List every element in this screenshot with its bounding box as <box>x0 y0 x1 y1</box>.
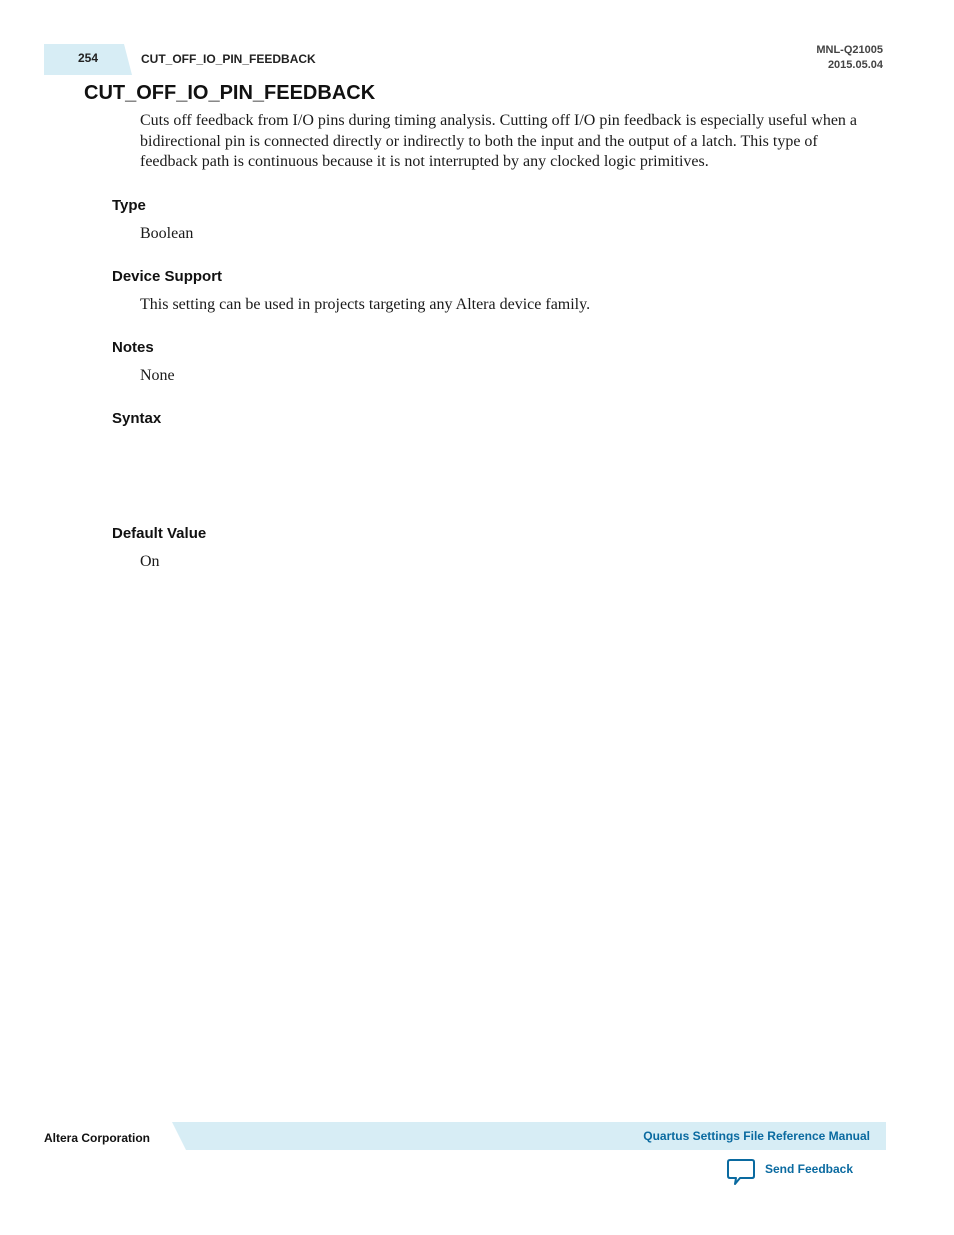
page-number: 254 <box>77 51 99 65</box>
send-feedback-label: Send Feedback <box>765 1162 854 1176</box>
section-body-notes: None <box>140 367 175 384</box>
section-body-type: Boolean <box>140 225 194 242</box>
section-heading-default-value: Default Value <box>112 525 207 542</box>
page-title: CUT_OFF_IO_PIN_FEEDBACK <box>84 82 376 104</box>
document-date: 2015.05.04 <box>827 59 883 71</box>
section-heading-syntax: Syntax <box>112 410 162 427</box>
speech-bubble-icon <box>726 1158 756 1186</box>
footer-manual-link[interactable]: Quartus Settings File Reference Manual <box>643 1129 870 1143</box>
section-heading-device-support: Device Support <box>112 268 223 285</box>
send-feedback-button[interactable] <box>726 1158 853 1186</box>
section-heading-notes: Notes <box>112 339 154 356</box>
section-body-device-support: This setting can be used in projects targeting any Altera device family. <box>140 296 591 313</box>
section-body-default-value: On <box>140 553 160 570</box>
description-paragraph: Cuts off feedback from I/O pins during timing analysis. Cutting off I/O pin feedback is especially useful when a bidirectional pin is connected directly or indirectly to both the input and the output of a latch. This type of feedback path is continuous because it is not interrupted by any clocked logic primitives. <box>140 112 858 170</box>
document-meta <box>816 43 883 73</box>
footer-company: Altera Corporation <box>44 1131 151 1145</box>
running-title: CUT_OFF_IO_PIN_FEEDBACK <box>141 52 316 66</box>
document-id: MNL-Q21005 <box>816 44 883 56</box>
section-heading-type: Type <box>112 197 146 214</box>
